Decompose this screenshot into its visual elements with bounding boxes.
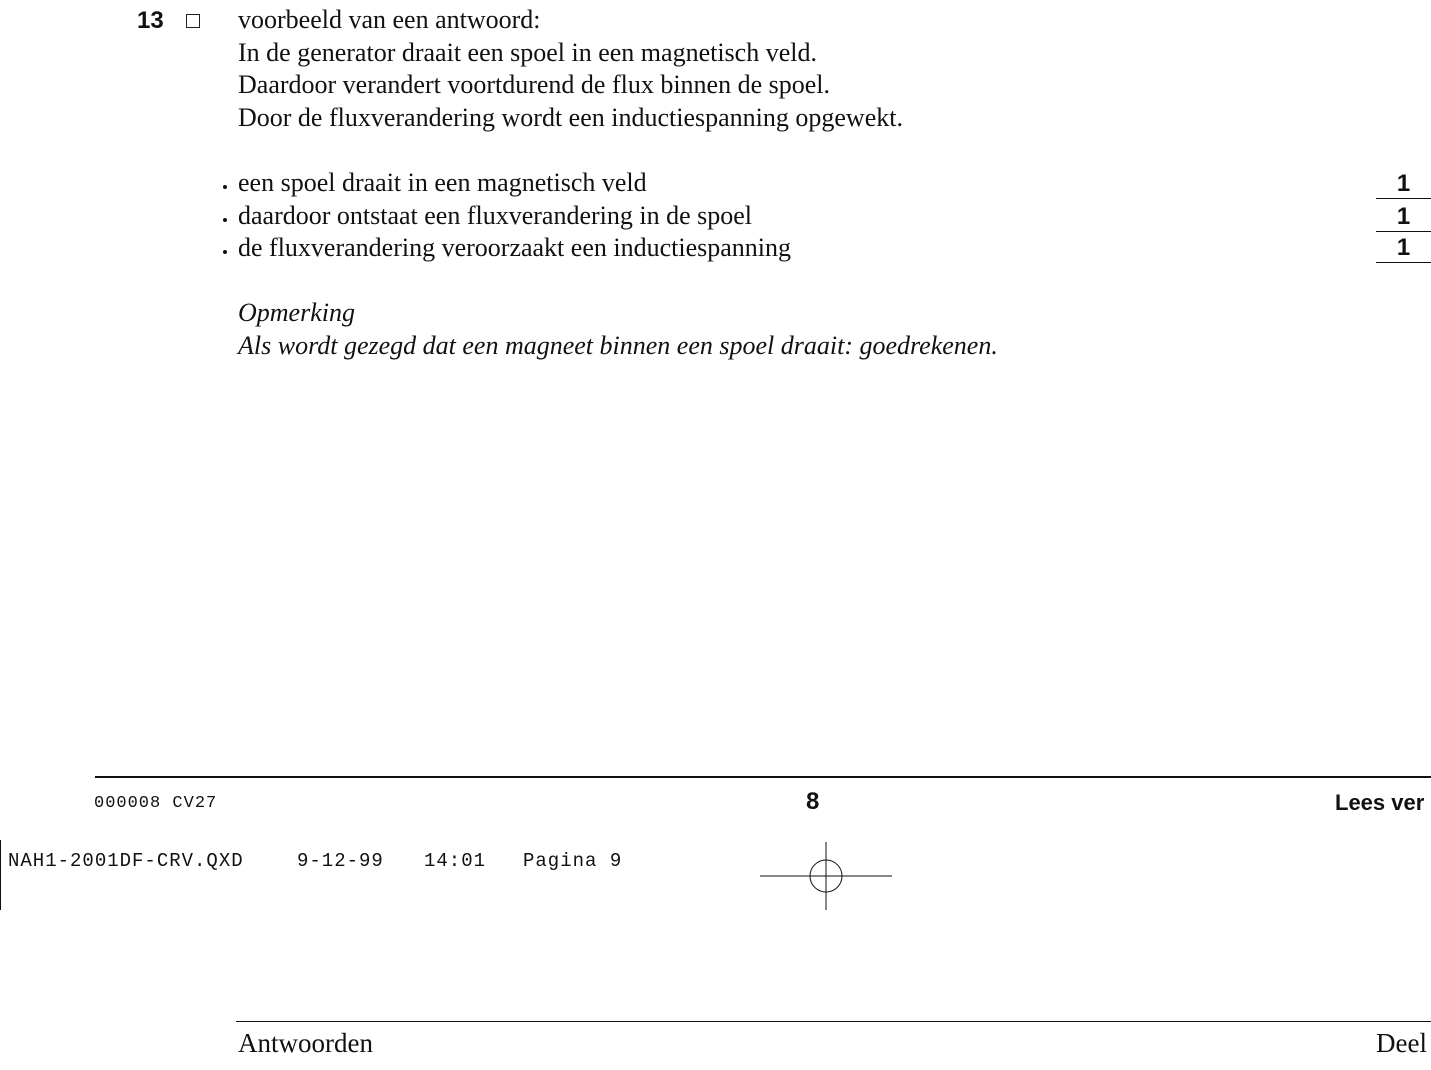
criterion-text: de fluxverandering veroorzaakt een inductiespanning [238, 233, 791, 262]
answer-intro-line: Door de fluxverandering wordt een inductiespanning opgewekt. [238, 103, 903, 132]
registration-mark-icon [758, 840, 894, 912]
crop-mark-vertical [0, 840, 1, 910]
criterion-text: daardoor ontstaat een fluxverandering in de spoel [238, 201, 753, 230]
header-right-text: Deel [1376, 1028, 1427, 1058]
slug-date: 9-12-99 [297, 850, 384, 872]
footer-page-number: 8 [806, 788, 820, 815]
answer-intro-line: Daardoor verandert voortdurend de flux binnen de spoel. [238, 70, 831, 99]
bullet-icon [223, 250, 227, 254]
checkbox-icon [186, 14, 200, 28]
footer-code: 000008 CV27 [94, 794, 218, 813]
criterion-score: 1 [1376, 203, 1431, 232]
footer-rule [95, 776, 1431, 778]
criterion-score: 1 [1376, 170, 1431, 199]
bullet-icon [223, 218, 227, 222]
header-left-text: Antwoorden [238, 1028, 373, 1058]
footer-continue-text: Lees ver [1335, 790, 1425, 815]
remark-text: Als wordt gezegd dat een magneet binnen een spoel draait: goedrekenen. [238, 331, 998, 360]
bullet-icon [223, 185, 227, 189]
slug-time: 14:01 [424, 850, 487, 872]
criterion-text: een spoel draait in een magnetisch veld [238, 168, 647, 197]
answer-intro-line: In de generator draait een spoel in een magnetisch veld. [238, 38, 817, 67]
slug-page: Pagina 9 [523, 850, 623, 872]
remark-title: Opmerking [238, 298, 355, 327]
criterion-score: 1 [1376, 234, 1431, 263]
question-number: 13 [137, 7, 164, 34]
slug-file: NAH1-2001DF-CRV.QXD [8, 850, 244, 872]
header-rule [236, 1021, 1431, 1022]
answer-intro-line: voorbeeld van een antwoord: [238, 5, 541, 34]
